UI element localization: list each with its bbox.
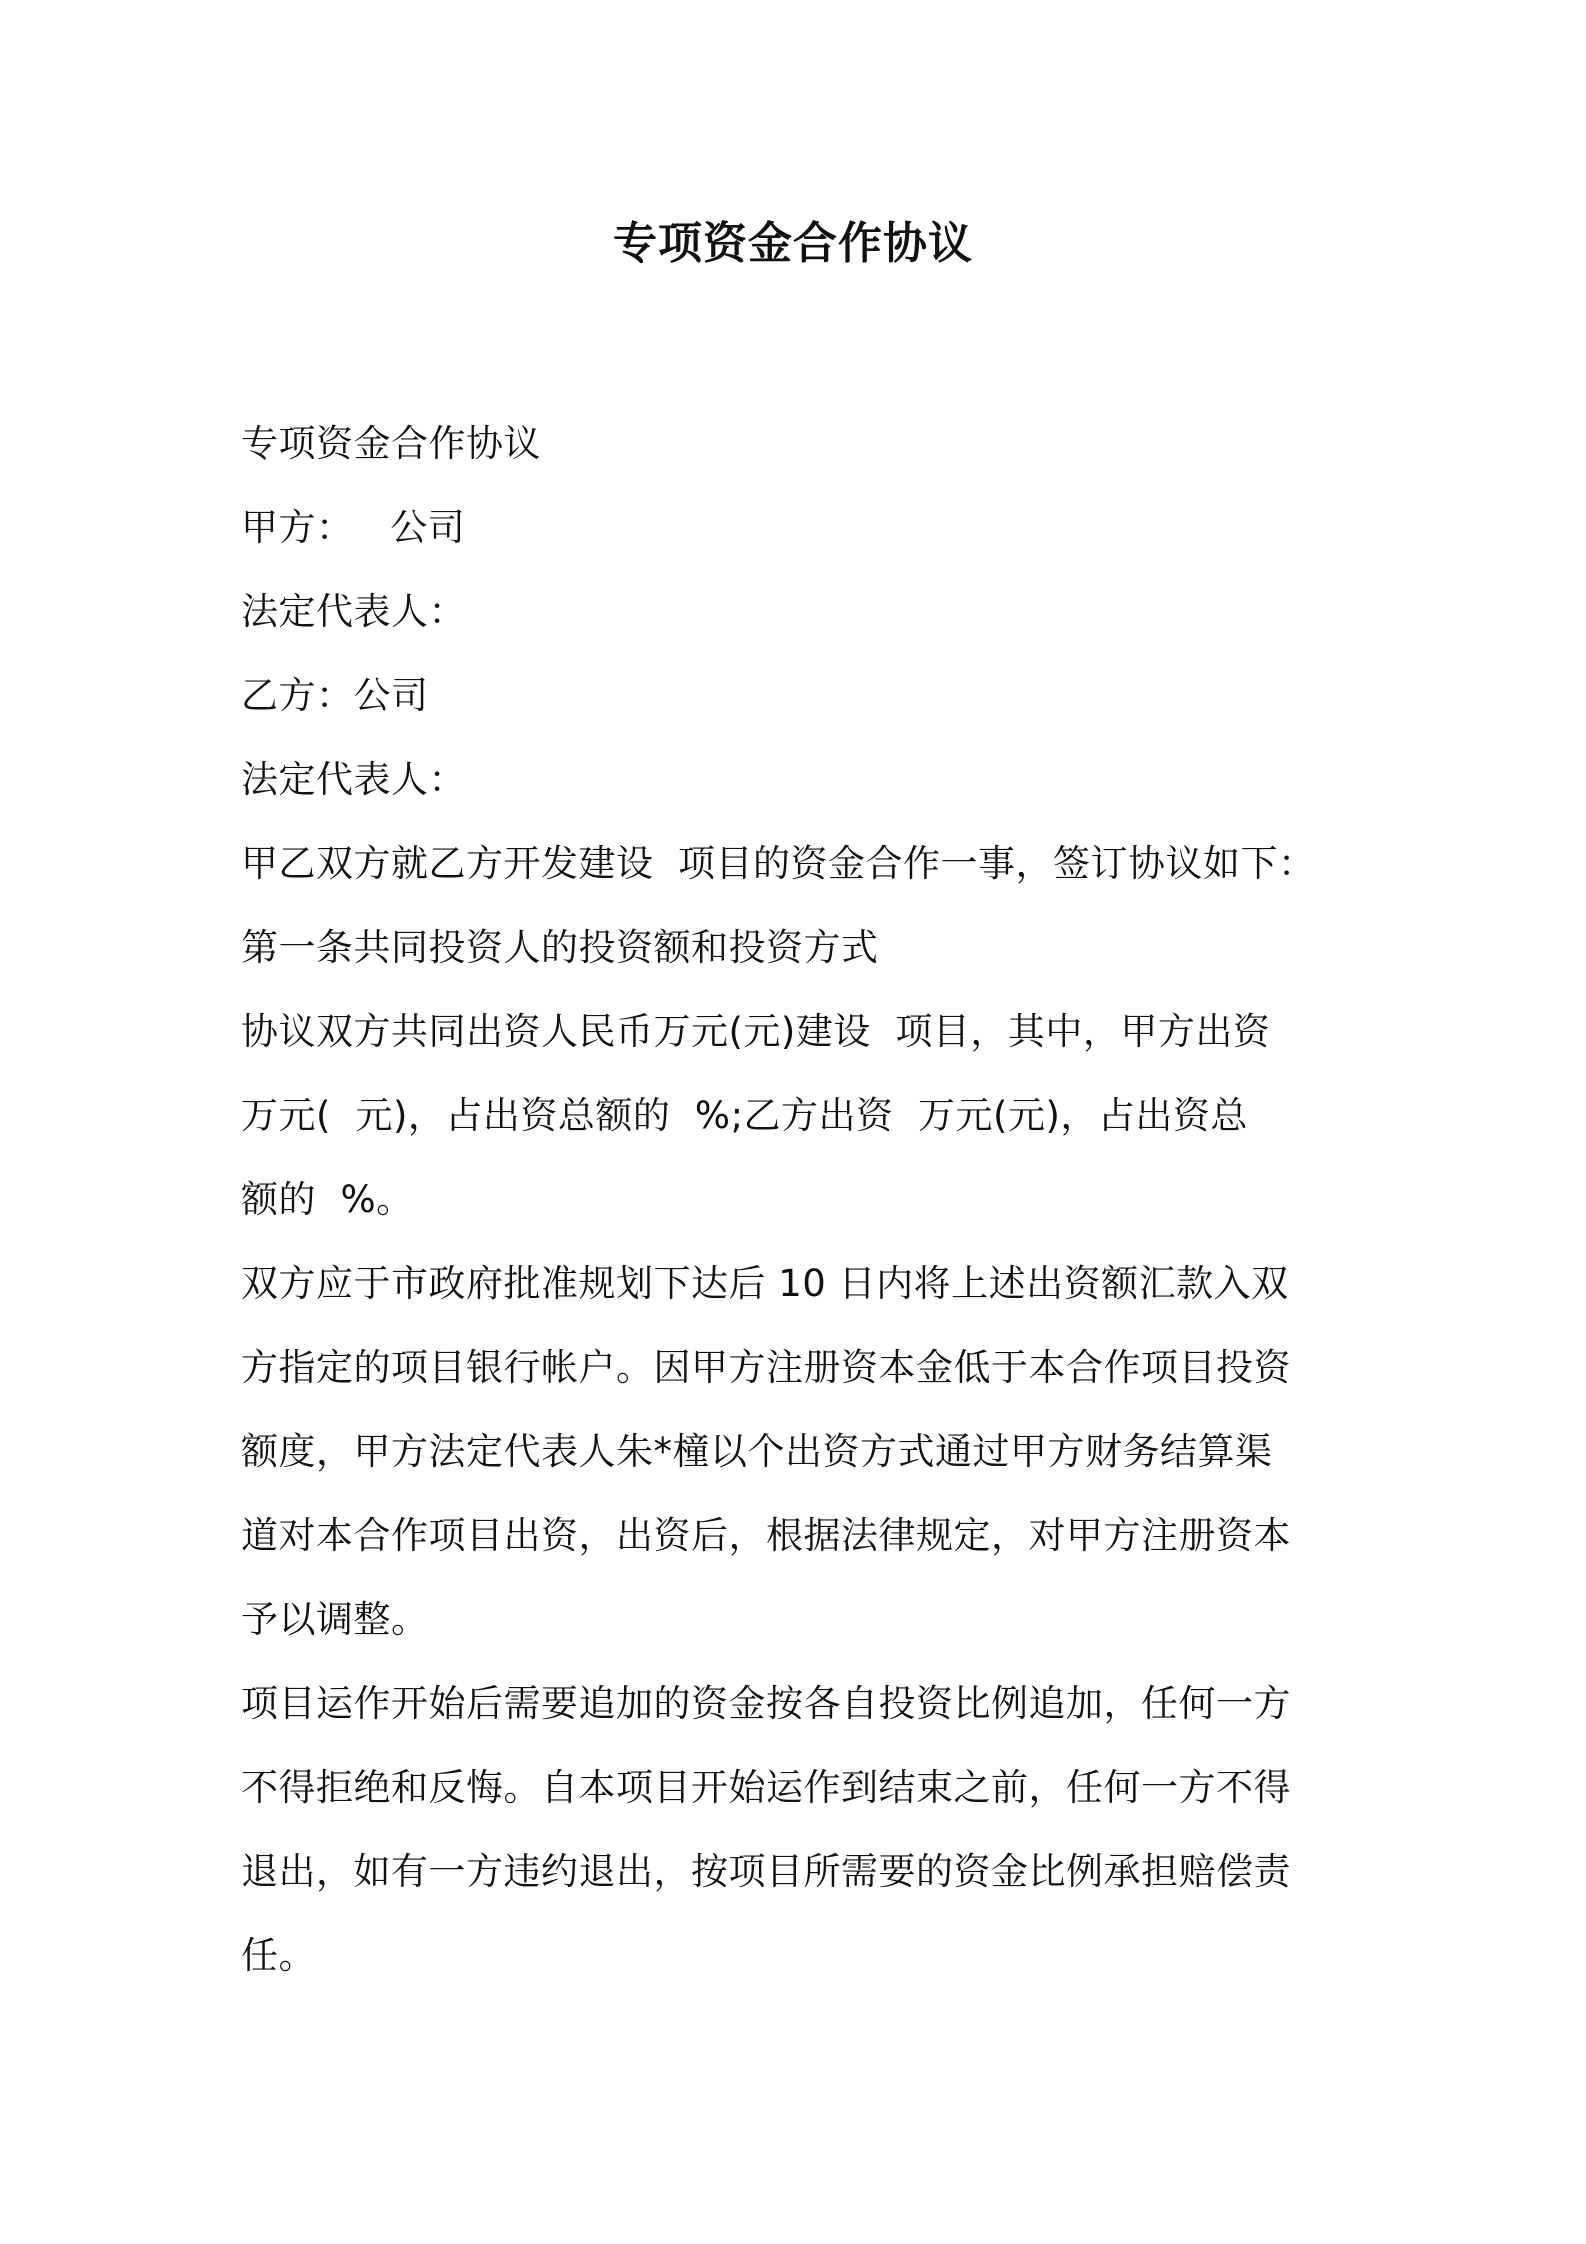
body-line-paragraph: 予以调整。 [241, 1598, 429, 1641]
body-line-paragraph: 不得拒绝和反悔。自本项目开始运作到结束之前，任何一方不得 [241, 1766, 1291, 1809]
body-line-paragraph: 额度，甲方法定代表人朱*橦以个出资方式通过甲方财务结算渠 [241, 1430, 1273, 1473]
body-line-paragraph: 协议双方共同出资人民币万元(元)建设 项目，其中，甲方出资 [241, 1010, 1271, 1053]
body-line-party-a: 甲方： 公司 [241, 506, 466, 549]
body-line-article-1-heading: 第一条共同投资人的投资额和投资方式 [241, 926, 879, 969]
body-line-paragraph: 方指定的项目银行帐户。因甲方注册资本金低于本合作项目投资 [241, 1346, 1291, 1389]
body-line-party-b-rep: 法定代表人： [241, 758, 466, 801]
document-body [241, 402, 1361, 1998]
body-line-paragraph: 道对本合作项目出资，出资后，根据法律规定，对甲方注册资本 [241, 1514, 1291, 1557]
body-line-paragraph: 额的 %。 [241, 1178, 414, 1221]
body-line-paragraph: 任。 [241, 1934, 316, 1977]
body-line-paragraph: 项目运作开始后需要追加的资金按各自投资比例追加，任何一方 [241, 1682, 1291, 1725]
body-line-paragraph: 双方应于市政府批准规划下达后 10 日内将上述出资额汇款入双 [241, 1262, 1289, 1305]
body-line-party-a-rep: 法定代表人： [241, 590, 466, 633]
body-line-paragraph: 退出，如有一方违约退出，按项目所需要的资金比例承担赔偿责 [241, 1850, 1291, 1893]
document-title: 专项资金合作协议 [613, 218, 973, 269]
body-line-party-b: 乙方：公司 [241, 674, 429, 717]
body-line-paragraph: 万元( 元)，占出资总额的 %;乙方出资 万元(元)，占出资总 [241, 1094, 1248, 1137]
body-line-preamble: 甲乙双方就乙方开发建设 项目的资金合作一事，签订协议如下： [241, 842, 1316, 885]
body-line-heading: 专项资金合作协议 [241, 422, 541, 465]
